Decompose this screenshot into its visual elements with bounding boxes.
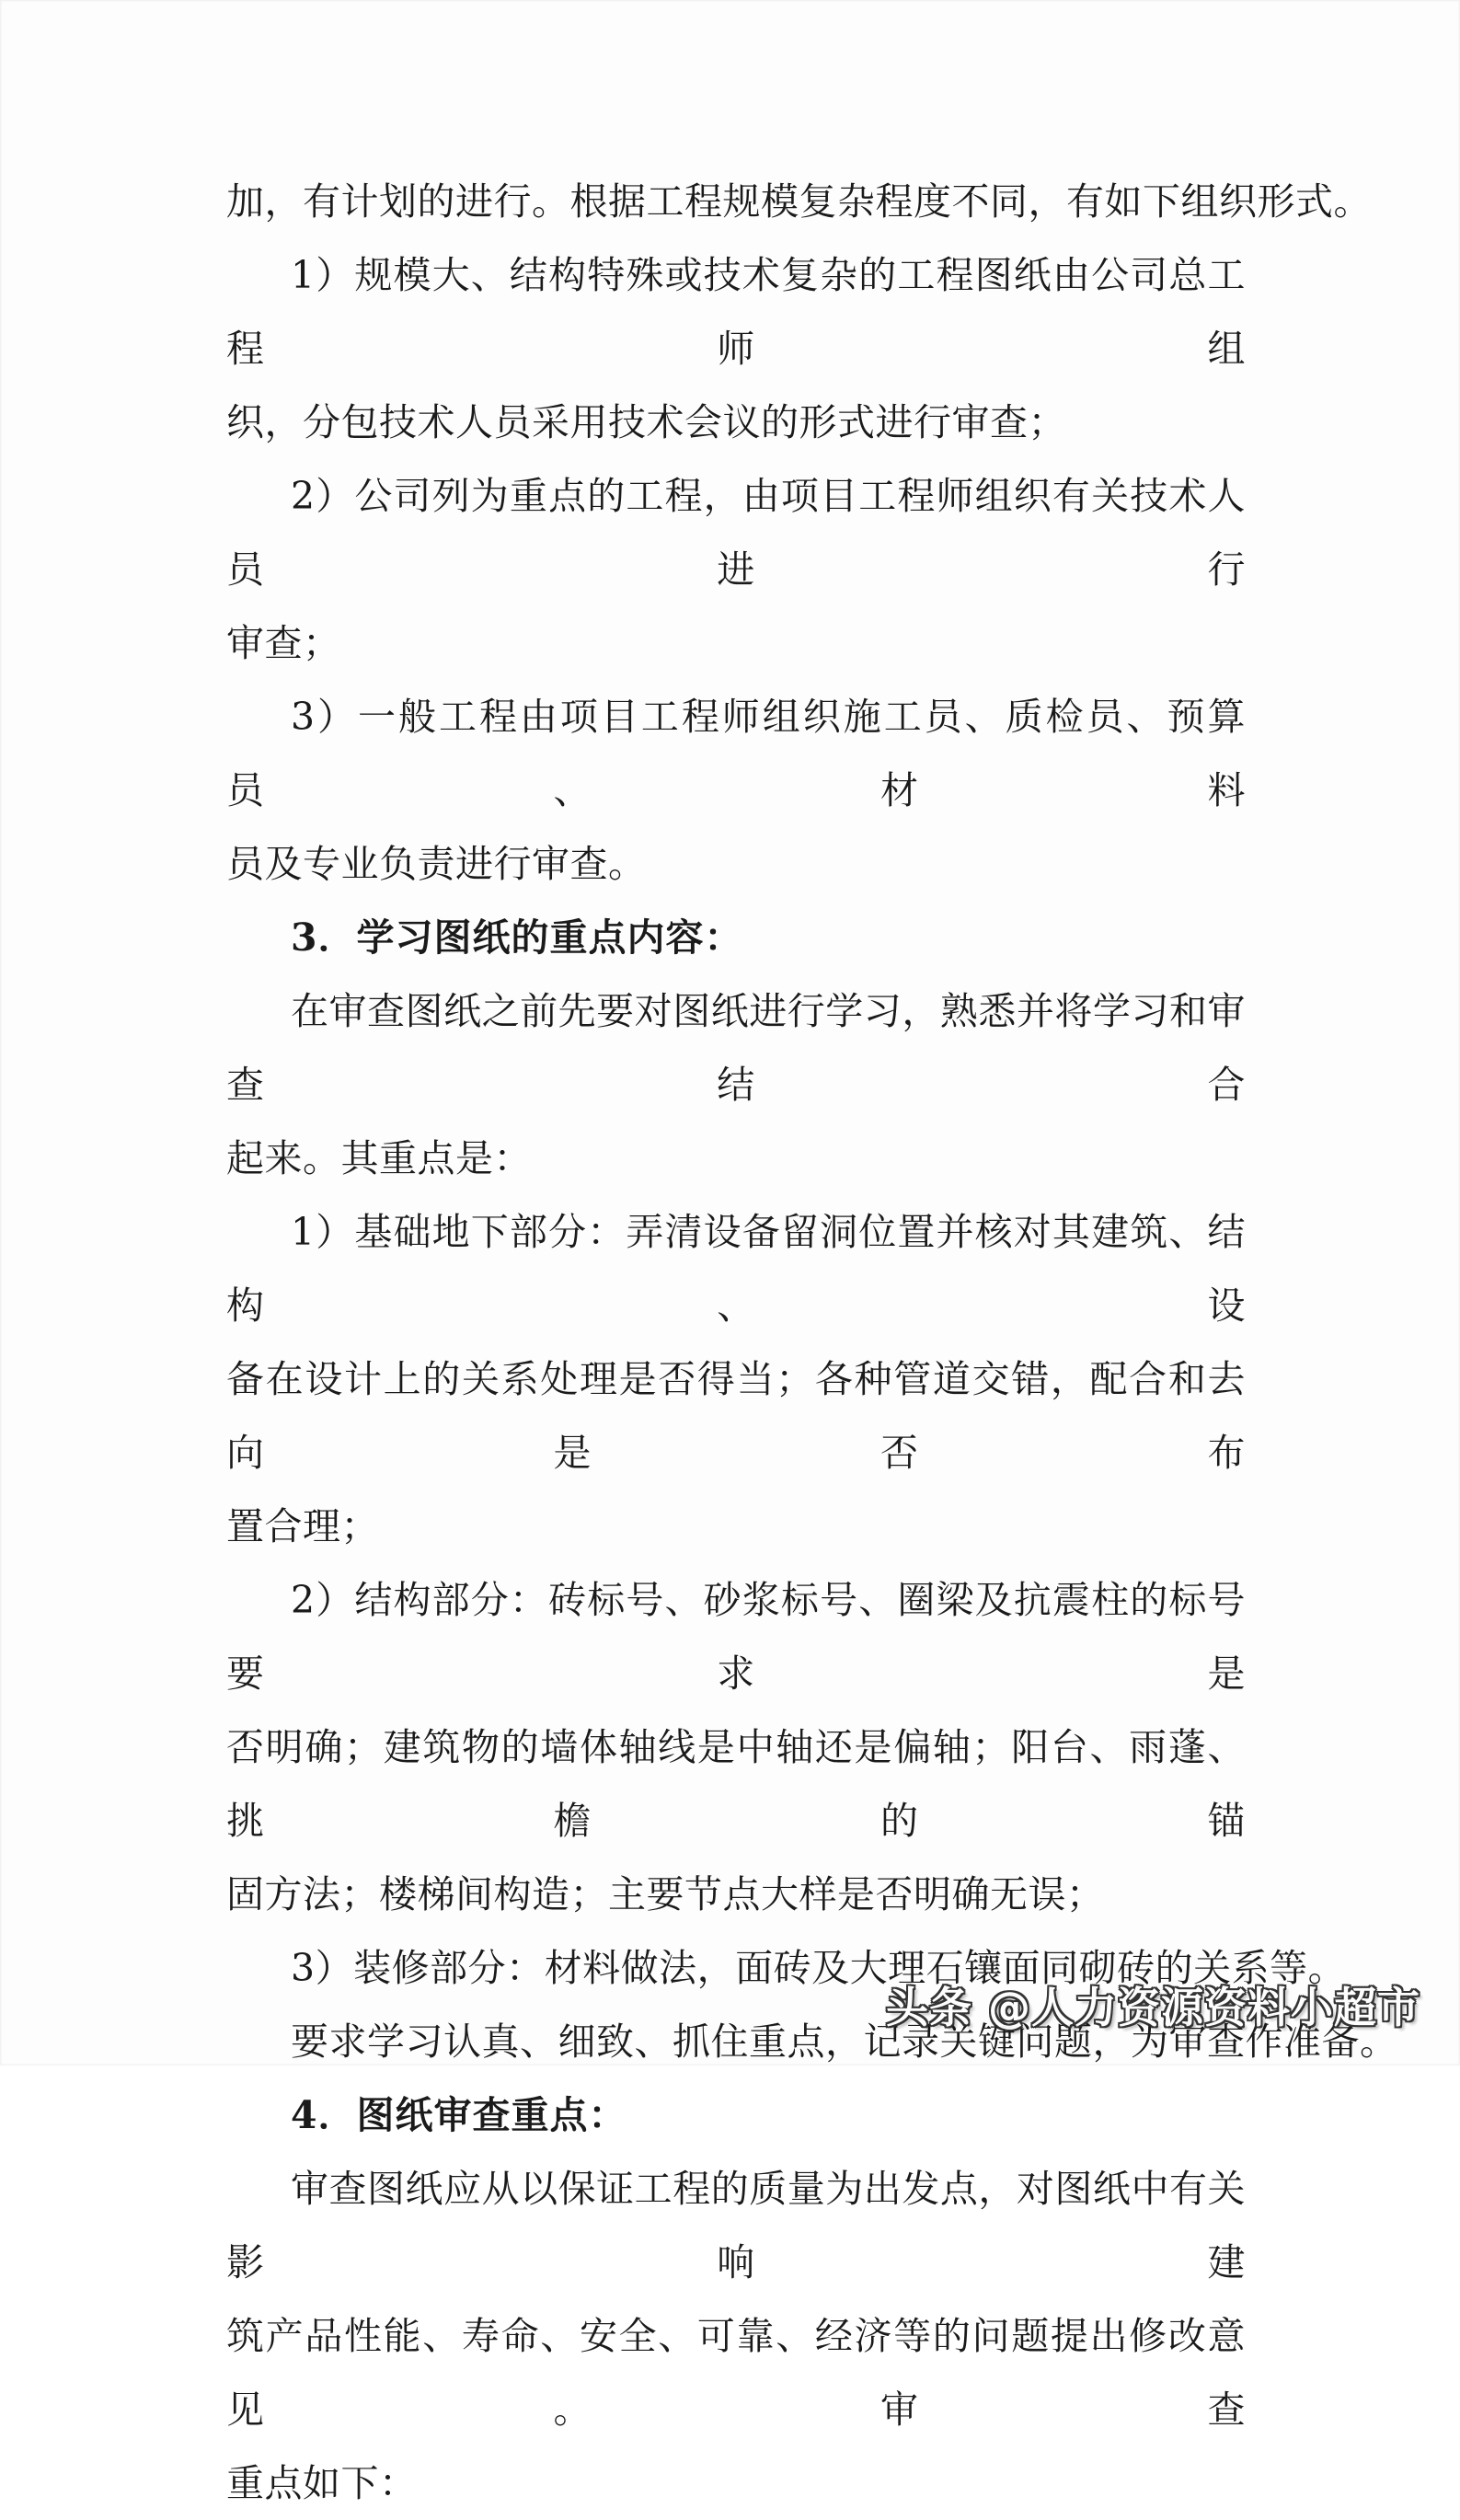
section-heading-3: 3．学习图纸的重点内容： [291, 915, 743, 960]
paragraph-line: 1）规模大、结构特殊或技术复杂的工程图纸由公司总工程师组 [226, 253, 1246, 371]
section-heading-4: 4．图纸审查重点： [291, 2093, 627, 2137]
paragraph-line: 审查； [226, 621, 341, 665]
watermark-text: 头条 @人力资源资料小超市 [885, 1983, 1420, 2032]
document-body [226, 165, 1398, 2520]
paragraph-line: 起来。其重点是： [226, 1136, 532, 1180]
paragraph-line: 1）基础地下部分：弄清设备留洞位置并核对其建筑、结构、设 [226, 1210, 1246, 1328]
watermark [886, 1974, 1420, 2035]
paragraph-line: 加，有计划的进行。根据工程规模复杂程度不同，有如下组织形式。 [226, 179, 1372, 224]
paragraph-line: 否明确；建筑物的墙体轴线是中轴还是偏轴；阳台、雨蓬、挑檐的锚 [226, 1725, 1246, 1843]
paragraph-line: 筑产品性能、寿命、安全、可靠、经济等的问题提出修改意见。审查 [226, 2314, 1246, 2432]
paragraph-line: 3）装修部分：材料做法，面砖及大理石镶面同砌砖的关系等。 [291, 1946, 1347, 1990]
paragraph-line: 在审查图纸之前先要对图纸进行学习，熟悉并将学习和审查结合 [226, 989, 1246, 1107]
paragraph-line: 审查图纸应从以保证工程的质量为出发点，对图纸中有关影响建 [226, 2167, 1246, 2284]
paragraph-line: 2）公司列为重点的工程，由项目工程师组织有关技术人员进行 [226, 474, 1246, 592]
paragraph-line: 固方法；楼梯间构造；主要节点大样是否明确无误； [226, 1872, 1105, 1916]
paragraph-line: 织，分包技术人员采用技术会议的形式进行审查； [226, 400, 1066, 444]
paragraph-line: 员及专业负责进行审查。 [226, 842, 647, 886]
paragraph-line: 重点如下： [226, 2461, 418, 2505]
paragraph-line: 备在设计上的关系处理是否得当；各种管道交错，配合和去向是否布 [226, 1357, 1246, 1475]
paragraph-line: 2）结构部分：砖标号、砂浆标号、圈梁及抗震柱的标号要求是 [226, 1578, 1246, 1696]
paragraph-line: 要求学习认真、细致、抓住重点，记录关键问题，为审查作准备。 [291, 2019, 1398, 2064]
paragraph-line: 3）一般工程由项目工程师组织施工员、质检员、预算员、材料 [226, 695, 1246, 812]
paragraph-line: 置合理； [226, 1504, 379, 1548]
